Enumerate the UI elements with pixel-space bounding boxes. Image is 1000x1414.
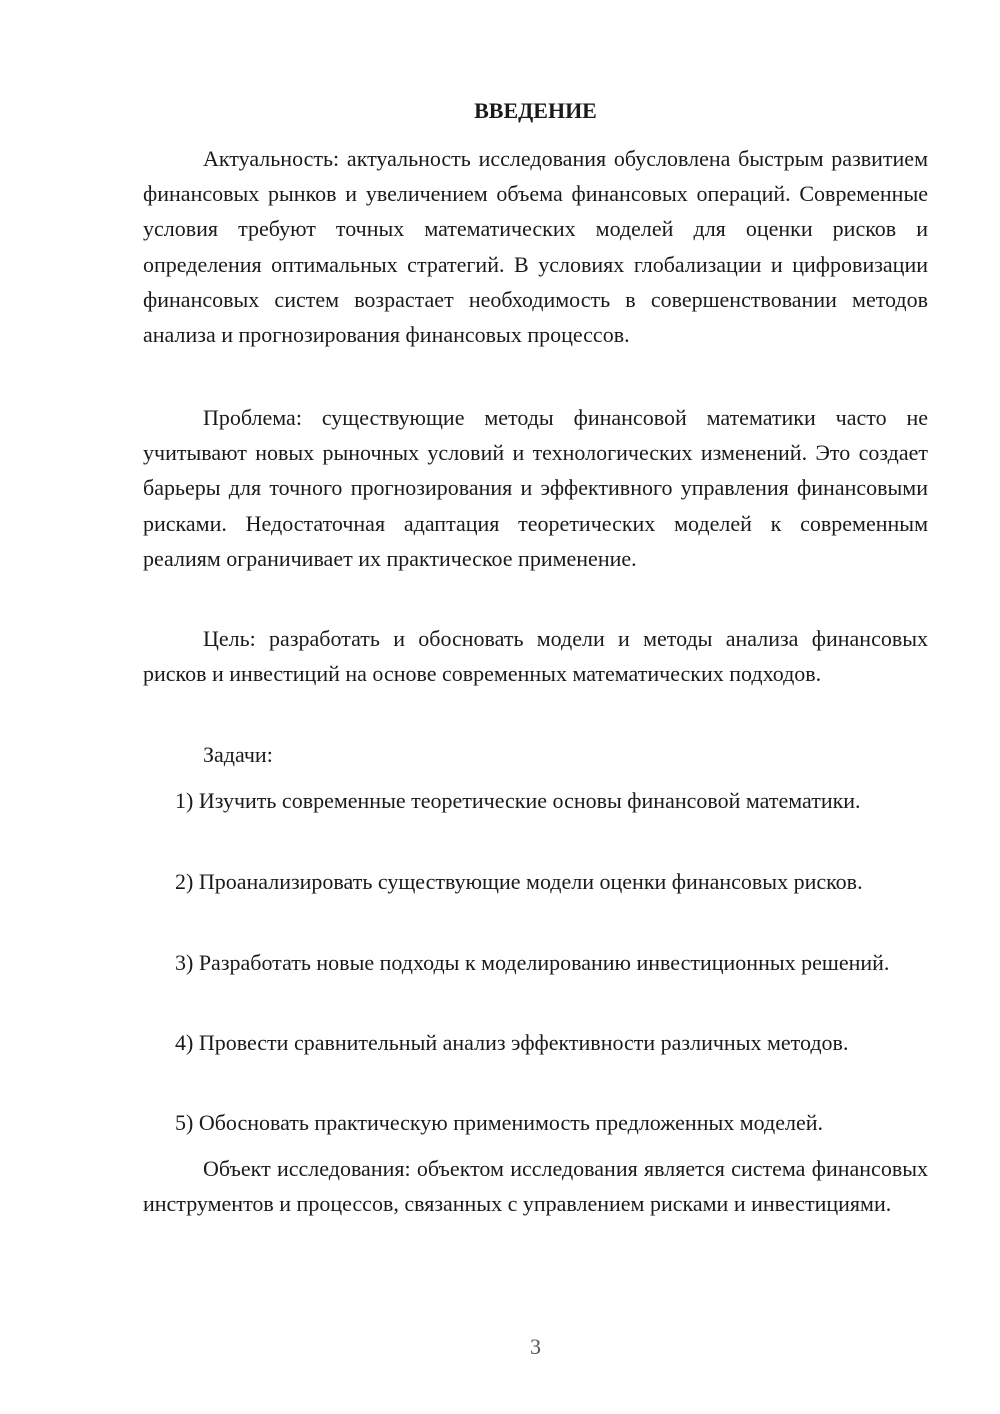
tasks-label: Задачи:: [203, 742, 273, 767]
document-page: [143, 0, 928, 1414]
task-item-3: 3) Разработать новые подходы к моделированию инвестиционных решений.: [175, 950, 890, 975]
task-item-4: 4) Провести сравнительный анализ эффективности различных методов.: [175, 1030, 849, 1055]
relevance-paragraph: Актуальность: актуальность исследования обусловлена быстрым развитием финансовых рынков и увеличением объема финансовых операций. Современные условия требуют точных математических моделей для оценки рисков и определения оптимальных стратегий. В условиях глобализации и цифровизации финансовых систем возрастает необходимость в совершенствовании методов анализа и прогнозирования финансовых процессов.: [143, 146, 928, 348]
goal-paragraph: Цель: разработать и обосновать модели и методы анализа финансовых рисков и инвестиций на основе современных математических подходов.: [143, 626, 928, 687]
task-item-5: 5) Обосновать практическую применимость предложенных моделей.: [175, 1110, 824, 1135]
section-heading: ВВЕДЕНИЕ: [474, 98, 597, 123]
task-item-1: 1) Изучить современные теоретические основы финансовой математики.: [175, 788, 861, 813]
page-number: 3: [530, 1334, 541, 1359]
object-paragraph: Объект исследования: объектом исследования является система финансовых инструментов и процессов, связанных с управлением рисками и инвестициями.: [143, 1156, 928, 1217]
problem-paragraph: Проблема: существующие методы финансовой математики часто не учитывают новых рыночных условий и технологических изменений. Это создает барьеры для точного прогнозирования и эффективного управления финансовыми рисками. Недостаточная адаптация теоретических моделей к современным реалиям ограничивает их практическое применение.: [143, 405, 928, 571]
task-item-2: 2) Проанализировать существующие модели оценки финансовых рисков.: [175, 869, 863, 894]
